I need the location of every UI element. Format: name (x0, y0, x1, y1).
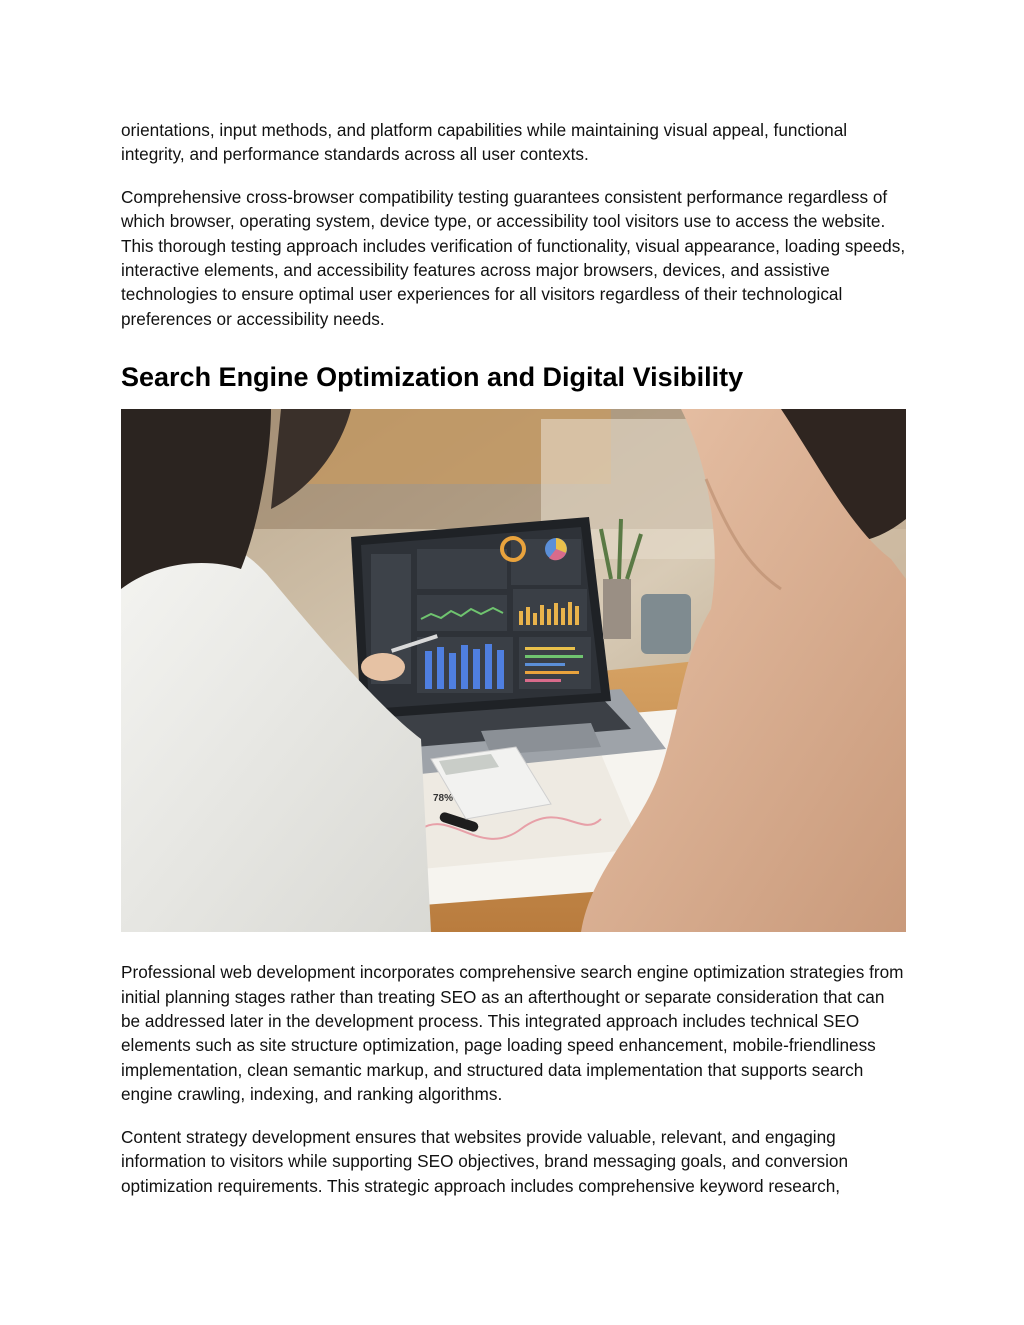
analytics-meeting-photo (121, 409, 906, 932)
paragraph-intro-tail: orientations, input methods, and platform capabilities while maintaining visual appeal, functional integrity, and performance standards across all user contexts. (121, 120, 848, 165)
section-heading: Search Engine Optimization and Digital Visibility (121, 362, 744, 393)
document-page (121, 118, 906, 1198)
paragraph-content-strategy: Content strategy development ensures that websites provide valuable, relevant, and engaging information to visitors while supporting SEO objectives, brand messaging goals, and conversion optimization requirements. This strategic approach includes comprehensive keyword research, (121, 1126, 849, 1196)
paper-figure-text: 78% (433, 793, 454, 805)
paragraph-cross-browser: Comprehensive cross-browser compatibility testing guarantees consistent performance regardless of which browser, operating system, device type, or accessibility tool visitors use to access the website. This thorough testing approach includes verification of functionality, visual appearance, loading speeds, interactive elements, and accessibility features across major browsers, devices, and assistive technologies to ensure optimal user experiences for all visitors regardless of their technological preferences or accessibility needs. (121, 186, 906, 329)
paragraph-seo-intro: Professional web development incorporates comprehensive search engine optimization strategies from initial planning stages rather than treating SEO as an afterthought or separate consideration that can be addressed later in the development process. This integrated approach includes technical SEO elements such as site structure optimization, page loading speed enhancement, mobile-friendliness implementation, clean semantic markup, and structured data implementation that supports search engine crawling, indexing, and ranking algorithms. (121, 962, 904, 1105)
